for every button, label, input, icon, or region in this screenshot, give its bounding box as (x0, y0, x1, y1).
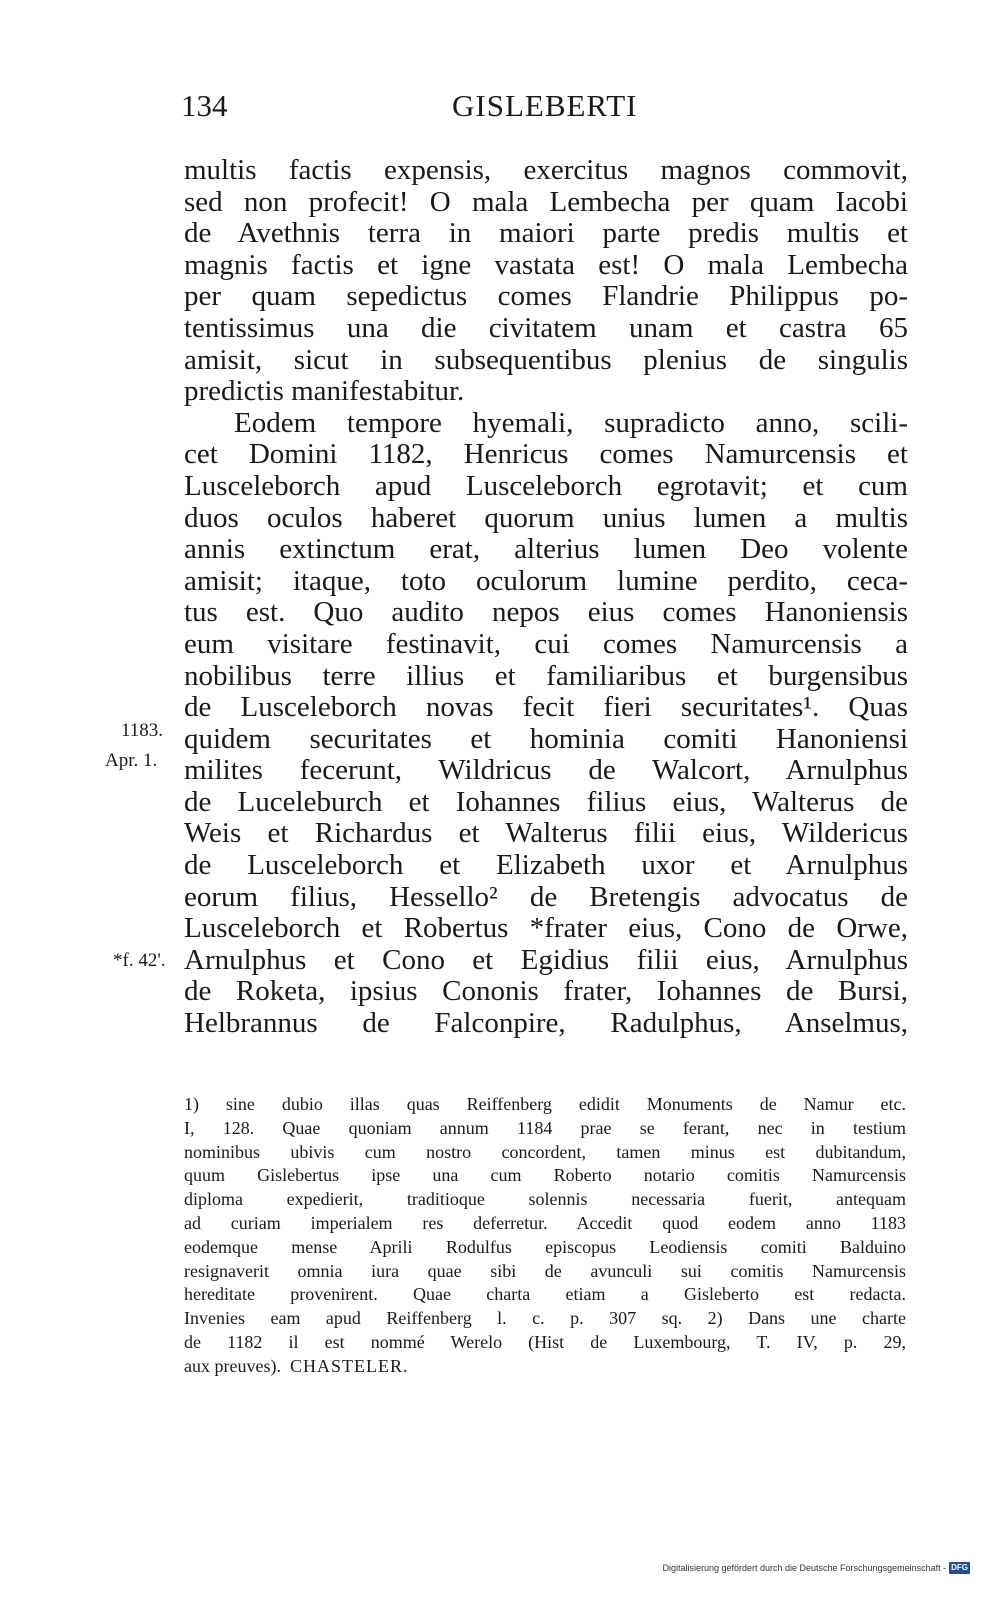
text-line: per quam sepedictus comes Flandrie Philippus po- (184, 280, 908, 313)
footnote-line: eodemque mense Aprili Rodulfus episcopus Leodiensis comiti Balduino (184, 1236, 906, 1257)
footnote-line: Invenies eam apud Reiffenberg l. c. p. 307 sq. 2) Dans une charte (184, 1308, 906, 1329)
text-line: eorum filius, Hessello² de Bretengis advocatus de (184, 880, 908, 913)
footnote-line: diploma expedierit, traditioque solennis necessaria fuerit, antequam (184, 1189, 906, 1210)
text-line: de Lusceleborch novas fecit fieri securitates¹. Quas (184, 691, 908, 724)
footnote-line (184, 1355, 906, 1379)
main-text (184, 155, 908, 1040)
text-line: quidem securitates et hominia comiti Hanoniensi (184, 722, 908, 755)
footnote-line: de 1182 il est nommé Werelo (Hist de Luxembourg, T. IV, p. 29, (184, 1331, 906, 1352)
text-line: de Avethnis terra in maiori parte predis multis et (184, 217, 908, 250)
footnote-line: I, 128. Quae quoniam annum 1184 prae se ferant, nec in testium (184, 1117, 906, 1138)
footnote-line: 1) sine dubio illas quas Reiffenberg edidit Monuments de Namur etc. (184, 1094, 906, 1114)
text-line: sed non profecit! O mala Lembecha per quam Iacobi (184, 185, 908, 218)
text-line: cet Domini 1182, Henricus comes Namurcensis et (184, 438, 908, 471)
footnote-signature: CHASTELER. (289, 1355, 409, 1376)
text-line: amisit; itaque, toto oculorum lumine perdito, ceca- (184, 564, 908, 597)
text-line: annis extinctum erat, alterius lumen Deo volente (184, 533, 908, 566)
footnote-line: hereditate provenirent. Quae charta etiam a Gisleberto est redacta. (184, 1284, 906, 1305)
margin-folio: *f. 42'. (113, 950, 166, 971)
text-line: predictis manifestabitur. (184, 375, 465, 408)
text-line: amisit, sicut in subsequentibus plenius de singulis (184, 343, 908, 376)
text-line: duos oculos haberet quorum unius lumen a multis (184, 501, 908, 534)
page-number: 134 (181, 88, 228, 123)
footnote-line: ad curiam imperialem res deferretur. Accedit quod eodem anno 1183 (184, 1212, 906, 1233)
digitization-credit (662, 1562, 970, 1574)
text-line: de Roketa, ipsius Cononis frater, Iohannes de Bursi, (184, 975, 908, 1008)
text-line: de Lusceleborch et Elizabeth uxor et Arnulphus (184, 849, 908, 882)
dfg-logo-icon: DFG (951, 1563, 968, 1572)
text-line: Weis et Richardus et Walterus filii eius, Wildericus (184, 817, 908, 850)
footnote-line: nominibus ubivis cum nostro concordent, tamen minus est dubitandum, (184, 1141, 906, 1162)
footnote-last-text: aux preuves). (184, 1355, 281, 1376)
text-line: Arnulphus et Cono et Egidius filii eius, Arnulphus (184, 943, 908, 976)
text-line: Eodem tempore hyemali, supradicto anno, scili- (234, 406, 908, 439)
text-line: multis factis expensis, exercitus magnos commovit, (184, 154, 908, 186)
text-line: nobilibus terre illius et familiaribus et burgensibus (184, 659, 908, 692)
text-line: eum visitare festinavit, cui comes Namurcensis a (184, 627, 908, 660)
credit-text: Digitalisierung gefördert durch die Deutsche Forschungsgemeinschaft - (662, 1563, 947, 1573)
footnote-line: quum Gislebertus ipse una cum Roberto notario comitis Namurcensis (184, 1165, 906, 1186)
footnotes (184, 1093, 906, 1379)
text-line: magnis factis et igne vastata est! O mala Lembecha (184, 248, 908, 281)
text-line: Helbrannus de Falconpire, Radulphus, Anselmus, (184, 1007, 908, 1040)
text-line: de Luceleburch et Iohannes filius eius, Walterus de (184, 785, 908, 818)
running-head: GISLEBERTI (452, 88, 638, 123)
margin-year: 1183. (121, 720, 164, 741)
margin-date: Apr. 1. (105, 750, 158, 771)
text-line: tentissimus una die civitatem unam et castra 65 (184, 311, 908, 344)
text-line: milites fecerunt, Wildricus de Walcort, Arnulphus (184, 754, 908, 787)
footnote-line: resignaverit omnia iura quae sibi de avunculi sui comitis Namurcensis (184, 1260, 906, 1281)
text-line: Lusceleborch apud Lusceleborch egrotavit; et cum (184, 469, 908, 502)
text-line: Lusceleborch et Robertus *frater eius, Cono de Orwe, (184, 912, 908, 945)
text-line: tus est. Quo audito nepos eius comes Hanoniensis (184, 596, 908, 629)
